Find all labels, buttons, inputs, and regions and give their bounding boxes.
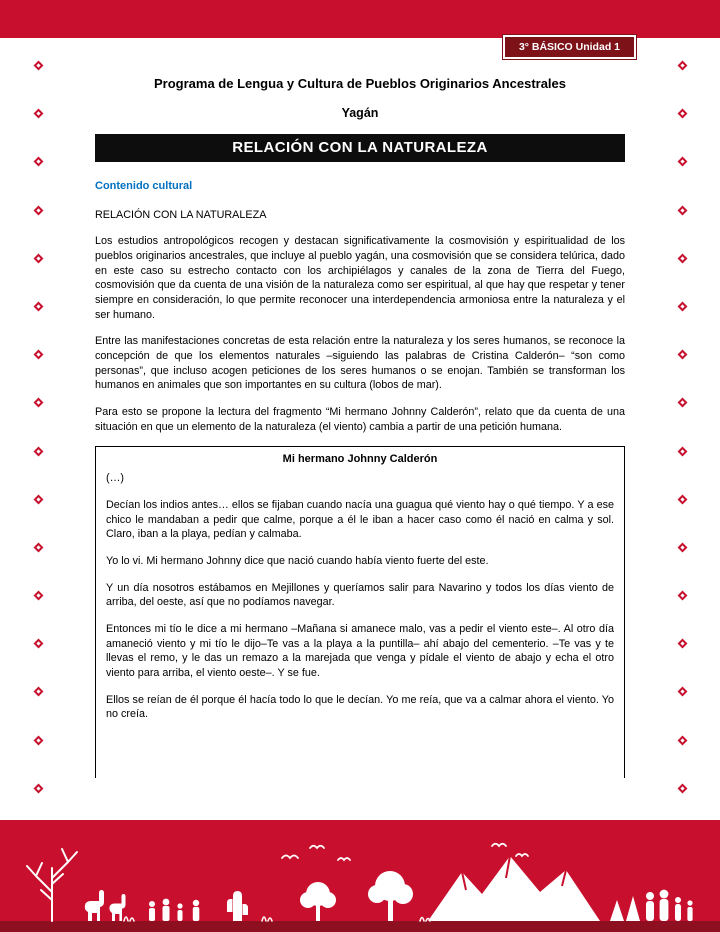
top-red-bar <box>0 0 720 38</box>
reading-paragraph: Entonces mi tío le dice a mi hermano –Mañana si amanece malo, vas a pedir el viento este–. Al otro día amaneció viento y mi tío le dijo–Te vas a la playa a la puntilla– ahí abajo del cementerio. –Te vas y te llevas el remo, y le das un remazo a la marejada que venga y pídale el viento de abajo y echa el otro viento para arriba, el viento oeste–. Y se fue. <box>106 622 614 679</box>
right-diamond-rail <box>674 62 690 840</box>
footer-art <box>0 820 720 932</box>
diamond-icon <box>33 687 43 697</box>
diamond-icon <box>677 687 687 697</box>
footer-illustration <box>0 820 720 932</box>
diamond-icon <box>33 350 43 360</box>
diamond-icon <box>33 639 43 649</box>
reading-paragraph: Y un día nosotros estábamos en Mejillones y queríamos salir para Navarino y todos los días viento de arriba, del oeste, así que no podíamos navegar. <box>106 581 614 609</box>
diamond-icon <box>33 61 43 71</box>
diamond-icon <box>677 157 687 167</box>
diamond-icon <box>33 446 43 456</box>
diamond-icon <box>677 591 687 601</box>
diamond-icon <box>677 446 687 456</box>
cultural-content-label: Contenido cultural <box>95 179 193 192</box>
diamond-icon <box>677 494 687 504</box>
paragraph: Entre las manifestaciones concretas de esta relación entre la naturaleza y los seres humanos, se reconoce la concepción de que los elementos naturales –siguiendo las palabras de Cristina Calderón– “son como personas”, que incluso acogen peticiones de los seres humanos o se enojan. También se transforman los humanos en animales que son importantes en su cultura (lobos de mar). <box>95 335 625 392</box>
diamond-icon <box>33 494 43 504</box>
diamond-icon <box>677 301 687 311</box>
diamond-icon <box>33 157 43 167</box>
diamond-icon <box>33 398 43 408</box>
diamond-icon <box>677 735 687 745</box>
language-subtitle: Yagán <box>341 105 379 120</box>
diamond-icon <box>33 205 43 215</box>
diamond-icon <box>33 301 43 311</box>
program-title: Programa de Lengua y Cultura de Pueblos Originarios Ancestrales <box>153 76 567 91</box>
left-diamond-rail <box>30 62 46 840</box>
paragraph: Los estudios antropológicos recogen y destacan significativamente la cosmovisión y espiritualidad de los pueblos originarios ancestrales, que incluye al pueblo yagán, una cosmovisión que se considera telúrica, dado en este caso su estrecho contacto con los archipiélagos y canales de la zona de Tierra del Fuego, cosmovisión que da cuenta de una visión de la naturaleza como ser espiritual, al que hay que respetar y tener siempre en consideración, lo que permite reconocer una interdependencia armoniosa entre la naturaleza y el ser humano. <box>95 235 625 321</box>
diamond-icon <box>677 253 687 263</box>
diamond-icon <box>677 783 687 793</box>
reading-ellipsis: (…) <box>106 472 124 485</box>
reading-paragraph: Decían los indios antes… ellos se fijaban cuando nacía una guagua qué viento hay o qué tiempo. Y a ese chico le mandaban a pedir que calme, porque a él le iban a hacer caso como él nació en calma y sol. Claro, iban a la playa, pedían y calmaba. <box>106 498 614 541</box>
diamond-icon <box>33 253 43 263</box>
diamond-icon <box>677 205 687 215</box>
diamond-icon <box>33 109 43 119</box>
diamond-icon <box>677 109 687 119</box>
section-banner: RELACIÓN CON LA NATURALEZA <box>95 134 625 162</box>
diamond-icon <box>33 542 43 552</box>
diamond-icon <box>677 542 687 552</box>
diamond-icon <box>677 350 687 360</box>
diamond-icon <box>33 591 43 601</box>
diamond-icon <box>677 398 687 408</box>
unit-badge: 3° BÁSICO Unidad 1 <box>503 35 636 59</box>
paragraph: Para esto se propone la lectura del fragmento “Mi hermano Johnny Calderón”, relato que da cuenta de una situación en que un elemento de la naturaleza (el viento) cambia a partir de una petición humana. <box>95 405 625 433</box>
reading-title: Mi hermano Johnny Calderón <box>282 453 438 466</box>
page-content <box>95 76 625 778</box>
reading-paragraph: Ellos se reían de él porque él hacía todo lo que le decían. Yo me reía, que va a calmar ahora el viento. Yo no creía. <box>106 693 614 721</box>
diamond-icon <box>33 735 43 745</box>
reading-excerpt-box <box>95 446 625 778</box>
diamond-icon <box>677 61 687 71</box>
diamond-icon <box>677 639 687 649</box>
footer-dark-strip <box>0 921 720 932</box>
diamond-icon <box>33 783 43 793</box>
reading-paragraph: Yo lo vi. Mi hermano Johnny dice que nació cuando había viento fuerte del este. <box>106 554 489 567</box>
section-heading: RELACIÓN CON LA NATURALEZA <box>95 208 267 221</box>
